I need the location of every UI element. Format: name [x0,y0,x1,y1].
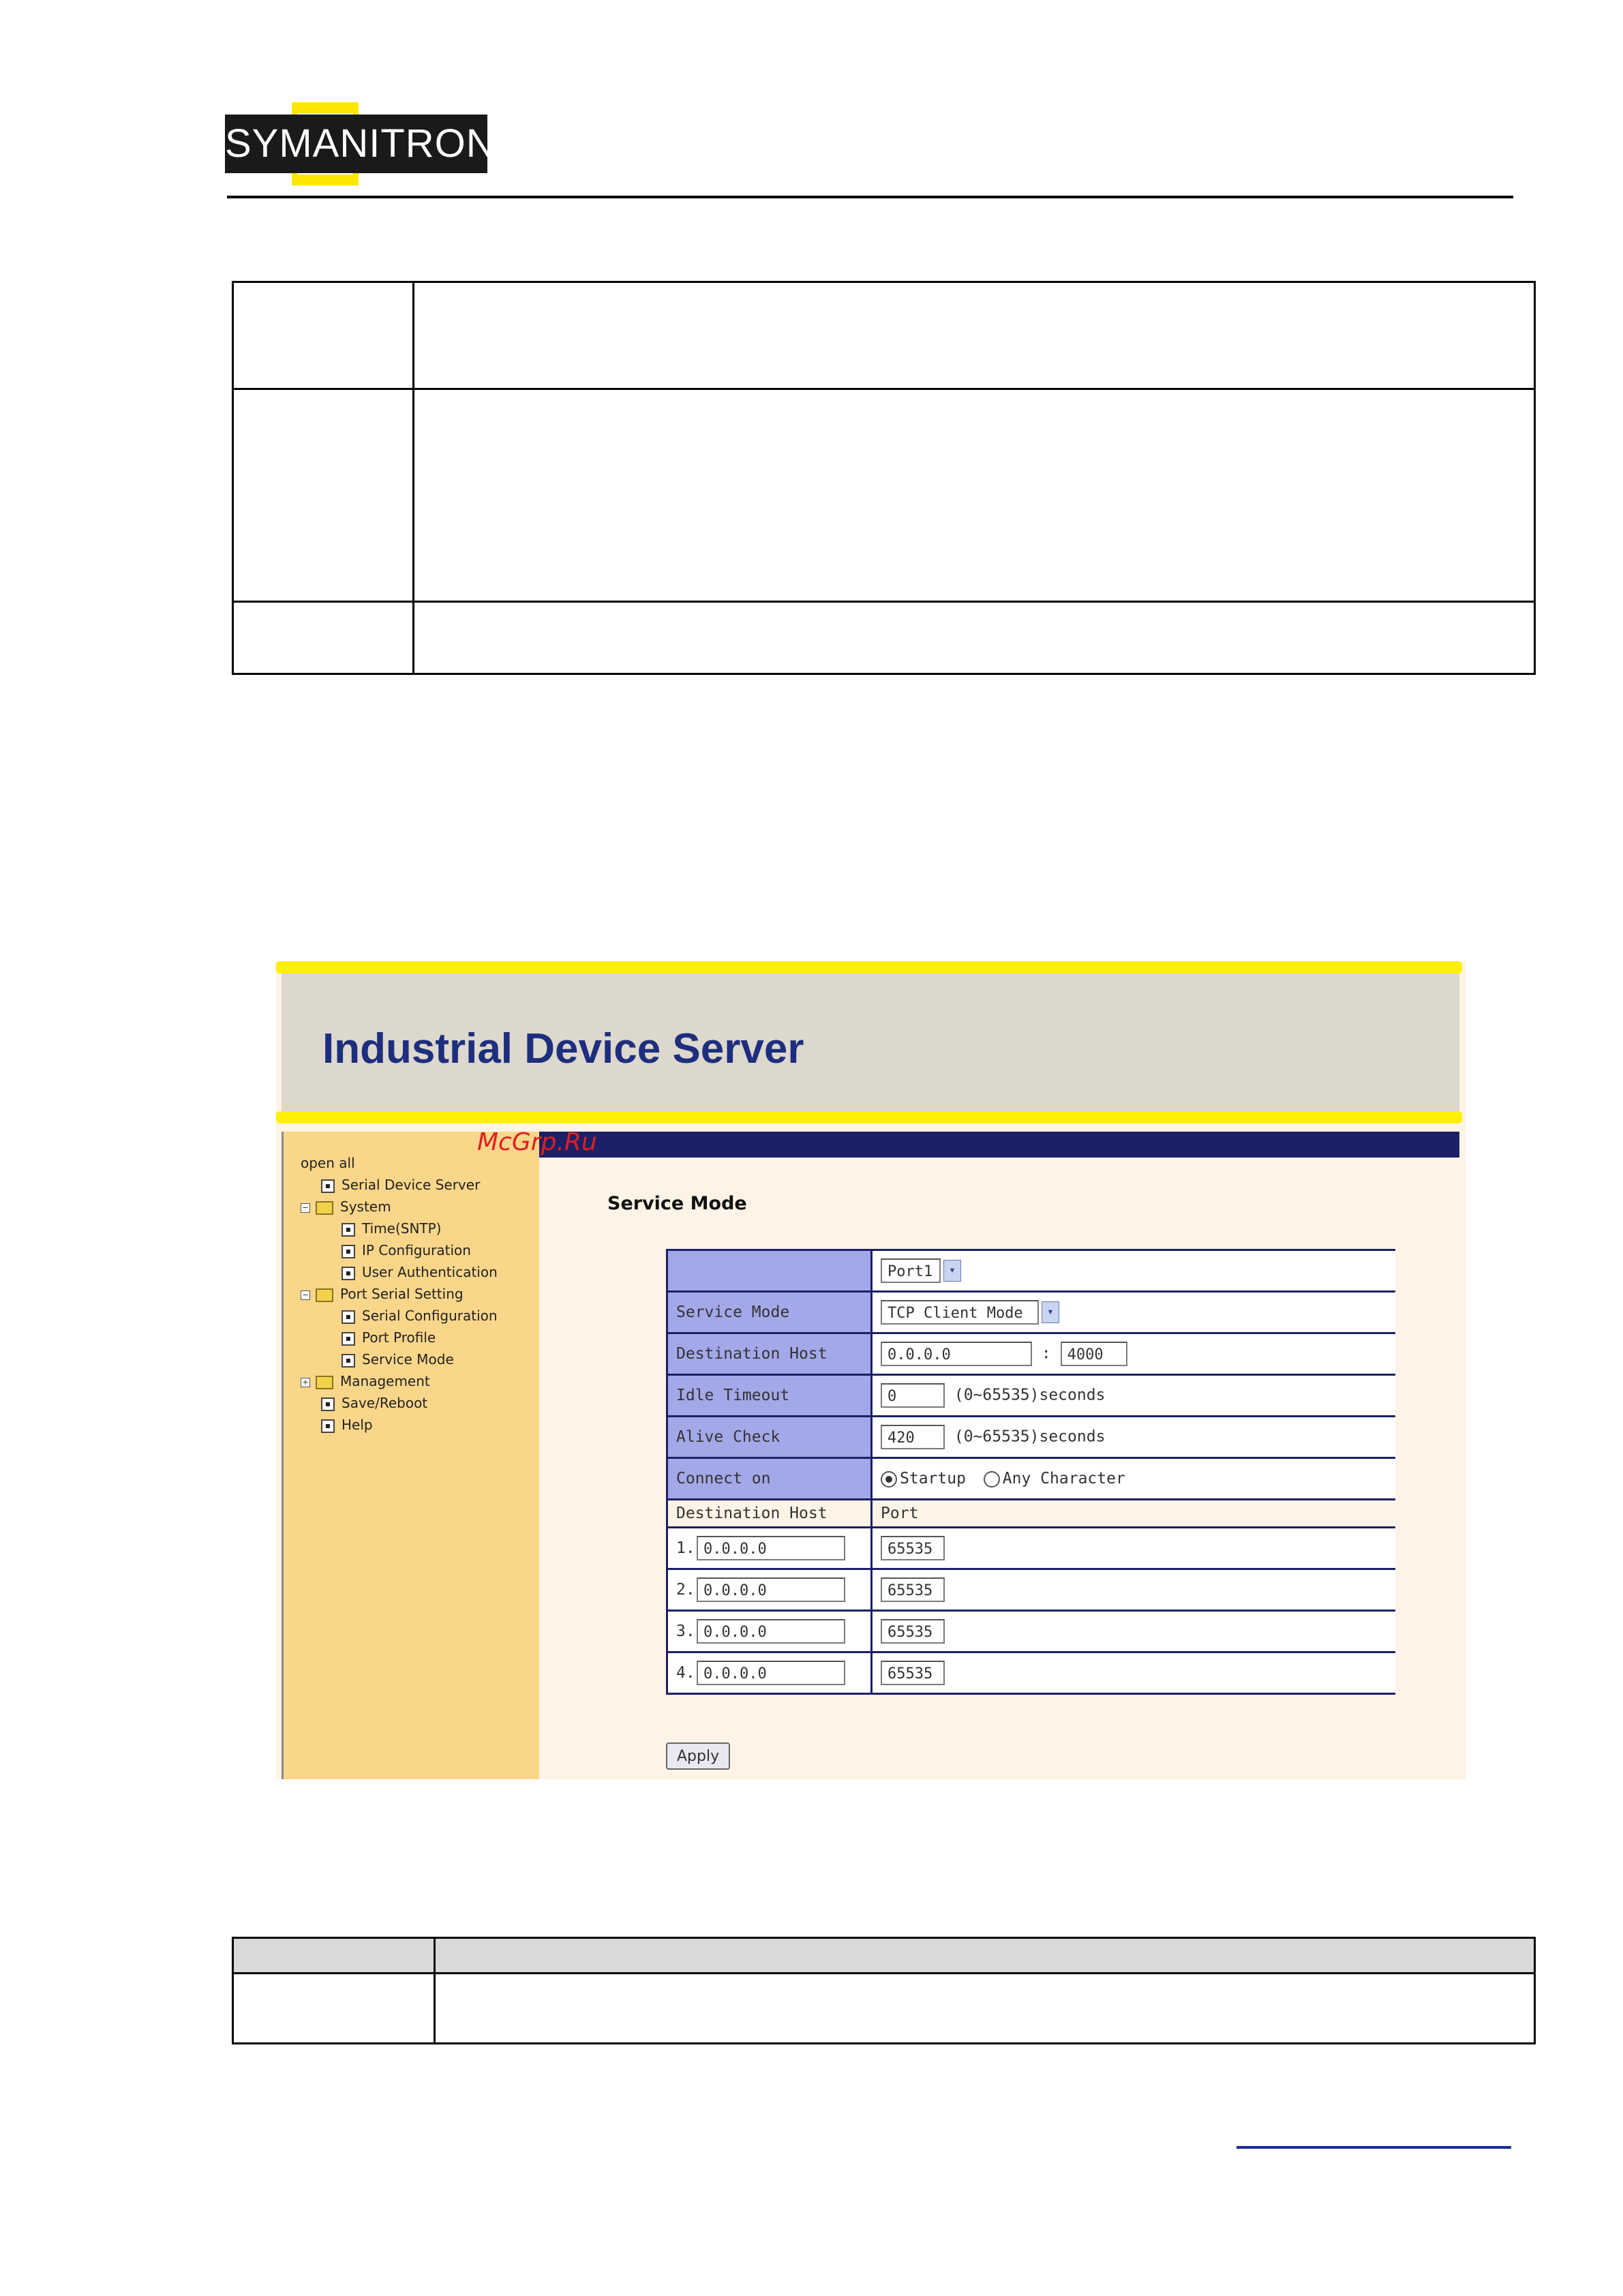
destination-host-label: Destination Host [667,1333,872,1375]
tree-item[interactable] [301,1174,498,1196]
idle-timeout-unit: (0~65535)seconds [954,1386,1106,1404]
chevron-down-icon[interactable]: ▾ [943,1260,961,1282]
destination-row [667,1652,1396,1694]
tree-item-label: System [340,1198,391,1215]
collapse-icon[interactable]: − [301,1290,310,1300]
table-header-cell [435,1938,1535,1974]
service-mode-label: Service Mode [667,1292,872,1333]
destination-host-input[interactable]: 0.0.0.0 [881,1342,1032,1366]
destination-row [667,1611,1396,1652]
page-icon: ▪ [342,1267,355,1280]
tree-item[interactable] [301,1261,498,1283]
alive-check-unit: (0~65535)seconds [954,1428,1106,1446]
page-icon: ▪ [321,1419,335,1433]
destination-port-input[interactable]: 65535 [881,1619,945,1644]
symanitron-logo [225,102,496,185]
tree-item[interactable] [301,1152,498,1174]
destination-host-column-header: Destination Host [667,1500,872,1528]
tree-item-label: User Authentication [362,1264,498,1280]
tree-item-label: Save/Reboot [342,1395,428,1411]
tree-item[interactable] [301,1414,498,1436]
tree-item-label: IP Configuration [362,1242,471,1258]
tree-item-label: Serial Configuration [362,1308,498,1324]
table-cell [233,282,414,389]
chevron-down-icon[interactable]: ▾ [1042,1301,1059,1323]
collapse-icon[interactable]: − [301,1203,310,1213]
alive-check-input[interactable]: 420 [881,1425,945,1449]
port-separator: : [1041,1344,1051,1363]
alive-check-label: Alive Check [667,1417,872,1458]
tree-item-label: Serial Device Server [342,1177,481,1193]
destination-port-input[interactable]: 65535 [881,1661,945,1685]
any-character-radio[interactable] [984,1471,1000,1487]
startup-radio-label: Startup [900,1470,966,1487]
tree-item[interactable] [301,1218,498,1239]
destination-port-input[interactable]: 65535 [881,1577,945,1602]
service-mode-screenshot [276,961,1466,1779]
destination-host-input[interactable]: 0.0.0.0 [697,1661,845,1685]
footer-link-underline[interactable] [1237,2146,1511,2149]
page-icon: ▪ [342,1223,355,1237]
content-top-bar [539,1132,1459,1158]
table-cell [414,602,1535,674]
any-character-radio-label: Any Character [1002,1470,1125,1487]
tree-item[interactable] [301,1305,498,1327]
page-icon: ▪ [342,1354,355,1368]
service-mode-form [666,1249,1395,1695]
section-title: Service Mode [607,1193,747,1214]
row-index: 3. [676,1622,695,1640]
tree-item[interactable] [301,1239,498,1261]
page-icon: ▪ [342,1332,355,1346]
tree-item[interactable] [301,1327,498,1348]
watermark: McGrp.Ru [477,1128,597,1156]
top-description-table [232,281,1536,675]
page-icon: ▪ [342,1245,355,1258]
folder-icon [316,1288,333,1302]
table-cell [233,1974,435,2044]
navigation-tree [301,1152,498,1436]
port-column-header: Port [872,1500,1396,1528]
tree-item-label: Time(SNTP) [362,1220,442,1237]
destination-row [667,1528,1396,1569]
destination-host-input[interactable]: 0.0.0.0 [697,1536,845,1560]
table-cell [233,602,414,674]
tree-item-label: Help [342,1417,373,1433]
startup-radio[interactable] [881,1471,897,1487]
apply-button[interactable]: Apply [666,1742,730,1770]
page-icon: ▪ [321,1398,335,1411]
destination-host-input[interactable]: 0.0.0.0 [697,1619,845,1644]
page-icon: ▪ [342,1310,355,1324]
folder-icon [316,1376,333,1389]
connect-on-label: Connect on [667,1458,872,1500]
tree-item-label: open all [301,1155,355,1171]
form-label-blank [667,1250,872,1292]
tree-item[interactable] [301,1392,498,1414]
destination-row [667,1569,1396,1611]
content-panel [539,1158,1459,1779]
bottom-description-table [232,1937,1536,2044]
table-cell [414,389,1535,602]
banner-title: Industrial Device Server [322,1025,804,1072]
table-header-cell [233,1938,435,1974]
port-select[interactable]: Port1 [881,1258,941,1283]
tree-item-label: Service Mode [362,1351,454,1368]
table-cell [414,282,1535,389]
row-index: 4. [676,1663,695,1682]
yellow-stripe-bottom [276,1111,1462,1123]
yellow-stripe-top [276,961,1462,973]
page-icon: ▪ [321,1179,335,1193]
tree-item[interactable] [301,1348,498,1370]
destination-host-input[interactable]: 0.0.0.0 [697,1577,845,1602]
row-index: 2. [676,1580,695,1599]
tree-item-label: Port Profile [362,1329,436,1346]
logo-text: SYMANITRON [225,115,487,173]
destination-port-input[interactable]: 65535 [881,1536,945,1560]
expand-icon[interactable]: + [301,1378,310,1387]
table-cell [435,1974,1535,2044]
header-rule [227,196,1513,198]
tree-item[interactable] [301,1196,498,1218]
banner [282,973,1459,1120]
row-index: 1. [676,1539,695,1557]
idle-timeout-input[interactable]: 0 [881,1383,945,1408]
tree-item[interactable] [301,1370,498,1392]
navigation-sidebar [282,1132,541,1779]
tree-item-label: Management [340,1373,430,1389]
table-cell [233,389,414,602]
destination-port-input[interactable]: 4000 [1061,1342,1127,1366]
idle-timeout-label: Idle Timeout [667,1375,872,1417]
service-mode-select[interactable]: TCP Client Mode [881,1300,1039,1325]
folder-icon [316,1201,333,1215]
tree-item-label: Port Serial Setting [340,1286,464,1302]
tree-item[interactable] [301,1283,498,1305]
